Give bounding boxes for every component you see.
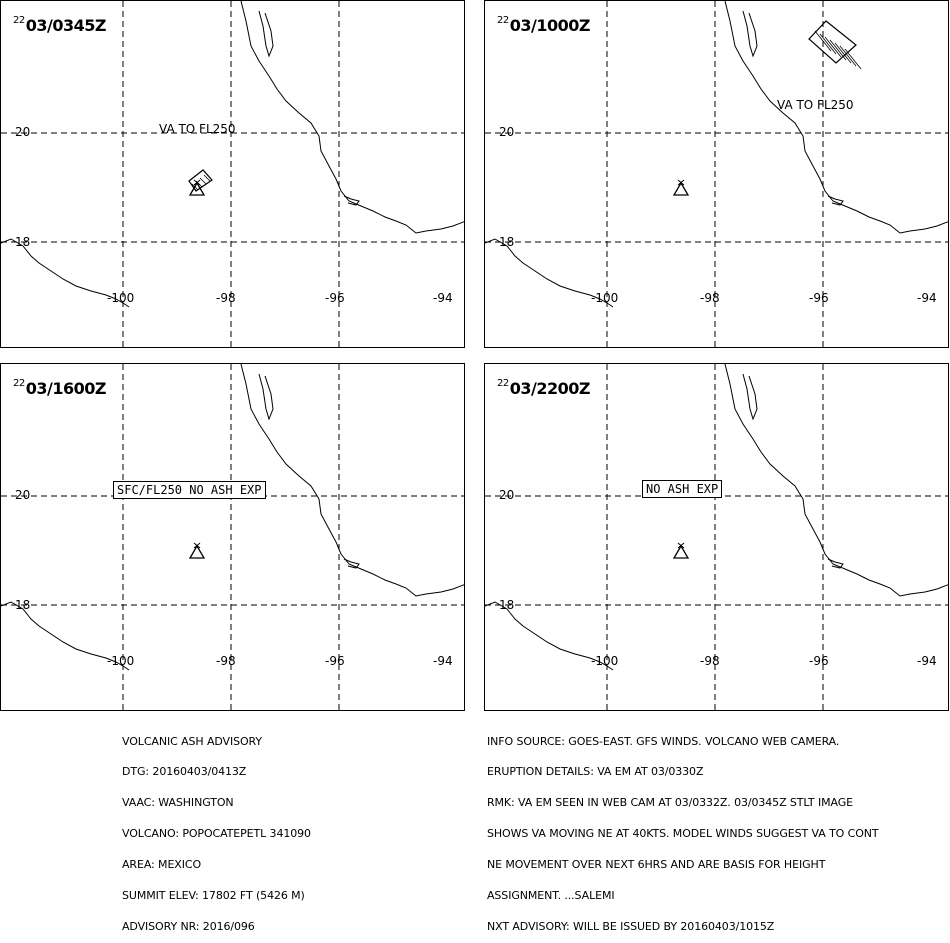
- lon-label--94: -94: [433, 291, 453, 305]
- map-panel-4: [484, 363, 949, 711]
- lat-label-18: 18: [15, 235, 31, 249]
- ash-annotation: NO ASH EXP: [642, 480, 722, 498]
- coastline-inlet: [259, 374, 273, 419]
- lon-label--98: -98: [700, 291, 720, 305]
- map-panel-3: [0, 363, 465, 711]
- lat-label-20: 20: [499, 125, 515, 139]
- ash-annotation: SFC/FL250 NO ASH EXP: [113, 481, 266, 499]
- lon-label--94: -94: [433, 654, 453, 668]
- time-stamp: $^{22}$03/0345Z: [13, 15, 106, 35]
- lon-label--98: -98: [216, 291, 236, 305]
- coastline-lagoon: [344, 559, 359, 568]
- lat-label-20: 20: [15, 125, 31, 139]
- lat-label-18: 18: [15, 598, 31, 612]
- map-panel-2: [484, 0, 949, 348]
- time-stamp: $^{22}$03/2200Z: [497, 378, 590, 398]
- lon-label--98: -98: [216, 654, 236, 668]
- advisory-line: VAAC: WASHINGTON: [122, 796, 234, 810]
- coastline-lagoon: [828, 559, 843, 568]
- advisory-line: ADVISORY NR: 2016/096: [122, 919, 255, 933]
- coastline-lagoon: [344, 196, 359, 205]
- lon-label--100: -100: [591, 654, 619, 668]
- advisory-line: NE MOVEMENT OVER NEXT 6HRS AND ARE BASIS FOR HEIGHT: [487, 858, 826, 872]
- coastline: [241, 364, 465, 596]
- lon-label--100: -100: [107, 654, 135, 668]
- lon-label--100: -100: [107, 291, 135, 305]
- lon-label--100: -100: [591, 291, 619, 305]
- coastline: [725, 1, 949, 233]
- advisory-line: INFO SOURCE: GOES-EAST. GFS WINDS. VOLCANO WEB CAMERA.: [487, 734, 840, 748]
- advisory-line: VOLCANIC ASH ADVISORY: [122, 734, 263, 748]
- volcano-icon: [674, 183, 688, 195]
- coastline-inlet: [743, 11, 757, 56]
- time-stamp: $^{22}$03/1000Z: [497, 15, 590, 35]
- advisory-line: SHOWS VA MOVING NE AT 40KTS. MODEL WINDS SUGGEST VA TO CONT: [487, 827, 879, 841]
- advisory-line: VOLCANO: POPOCATEPETL 341090: [122, 827, 311, 841]
- advisory-line: NXT ADVISORY: WILL BE ISSUED BY 20160403/1015Z: [487, 919, 775, 933]
- coastline-inlet: [259, 11, 273, 56]
- lat-label-18: 18: [499, 235, 515, 249]
- ash-annotation: VA TO FL250: [159, 122, 236, 136]
- lon-label--98: -98: [700, 654, 720, 668]
- advisory-line: ASSIGNMENT. ...SALEMI: [487, 889, 615, 903]
- coastline-inlet: [743, 374, 757, 419]
- time-stamp: $^{22}$03/1600Z: [13, 378, 106, 398]
- advisory-line: RMK: VA EM SEEN IN WEB CAM AT 03/0332Z. 03/0345Z STLT IMAGE: [487, 796, 853, 810]
- advisory-header-block: [122, 716, 311, 943]
- advisory-remarks-block: [487, 716, 879, 943]
- lon-label--96: -96: [809, 291, 829, 305]
- advisory-line: DTG: 20160403/0413Z: [122, 765, 247, 779]
- lat-label-20: 20: [499, 488, 515, 502]
- advisory-line: SUMMIT ELEV: 17802 FT (5426 M): [122, 889, 305, 903]
- lon-label--96: -96: [809, 654, 829, 668]
- lon-label--94: -94: [917, 654, 937, 668]
- ash-annotation: VA TO FL250: [777, 98, 854, 112]
- lon-label--94: -94: [917, 291, 937, 305]
- volcano-icon: [190, 546, 204, 558]
- lon-label--96: -96: [325, 291, 345, 305]
- lat-label-18: 18: [499, 598, 515, 612]
- lon-label--96: -96: [325, 654, 345, 668]
- advisory-line: AREA: MEXICO: [122, 858, 202, 872]
- advisory-line: ERUPTION DETAILS: VA EM AT 03/0330Z: [487, 765, 704, 779]
- volcano-icon: [674, 546, 688, 558]
- coastline: [725, 364, 949, 596]
- ash-hatch: [200, 178, 206, 184]
- lat-label-20: 20: [15, 488, 31, 502]
- coastline: [241, 1, 465, 233]
- ash-cloud-polygon: [189, 170, 212, 191]
- map-panel-1: [0, 0, 465, 348]
- coastline-lagoon: [828, 196, 843, 205]
